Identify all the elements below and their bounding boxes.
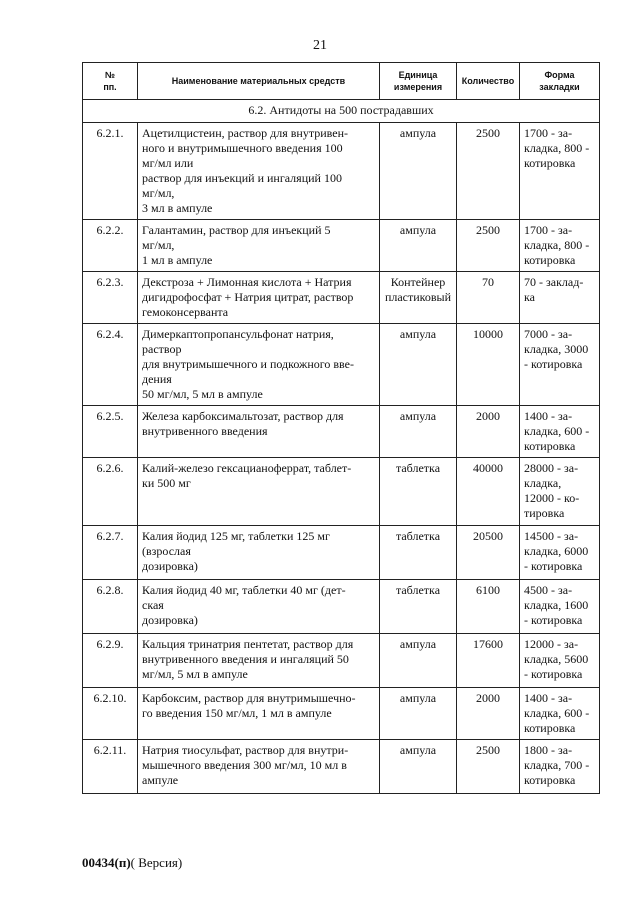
row-quantity: 20500 xyxy=(457,526,520,580)
table-row xyxy=(83,688,600,740)
table-row xyxy=(83,406,600,458)
row-number: 6.2.8. xyxy=(83,580,138,634)
header-form: Форма закладки xyxy=(520,63,600,100)
table-row xyxy=(83,220,600,272)
row-quantity: 6100 xyxy=(457,580,520,634)
header-unit: Единица измерения xyxy=(380,63,457,100)
row-quantity: 17600 xyxy=(457,634,520,688)
row-form: 14500 - за- кладка, 6000 - котировка xyxy=(520,526,600,580)
row-unit: Контейнер пластиковый xyxy=(380,272,457,324)
row-unit: ампула xyxy=(380,688,457,740)
row-unit: таблетка xyxy=(380,580,457,634)
header-qty: Количество xyxy=(457,63,520,100)
row-quantity: 2000 xyxy=(457,406,520,458)
table-row xyxy=(83,272,600,324)
row-number: 6.2.1. xyxy=(83,123,138,220)
table-row xyxy=(83,458,600,526)
row-quantity: 2000 xyxy=(457,688,520,740)
row-name: Железа карбоксимальтозат, раствор для внутривенного введения xyxy=(138,406,380,458)
row-number: 6.2.9. xyxy=(83,634,138,688)
row-name: Кальция тринатрия пентетат, раствор для внутривенного введения и ингаляций 50 мг/мл, 5 мл в ампуле xyxy=(138,634,380,688)
table-row xyxy=(83,634,600,688)
row-unit: ампула xyxy=(380,220,457,272)
row-number: 6.2.11. xyxy=(83,740,138,794)
section-title: 6.2. Антидоты на 500 пострадавших xyxy=(83,100,600,123)
row-unit: ампула xyxy=(380,634,457,688)
table-header-row xyxy=(83,63,600,100)
row-quantity: 2500 xyxy=(457,123,520,220)
row-number: 6.2.10. xyxy=(83,688,138,740)
row-name: Галантамин, раствор для инъекций 5 мг/мл, 1 мл в ампуле xyxy=(138,220,380,272)
row-number: 6.2.2. xyxy=(83,220,138,272)
row-unit: таблетка xyxy=(380,458,457,526)
row-form: 1400 - за- кладка, 600 - котировка xyxy=(520,688,600,740)
row-form: 12000 - за- кладка, 5600 - котировка xyxy=(520,634,600,688)
section-row xyxy=(83,100,600,123)
row-name: Натрия тиосульфат, раствор для внутри- мышечного введения 300 мг/мл, 10 мл в ампуле xyxy=(138,740,380,794)
row-name: Ацетилцистеин, раствор для внутривен- ного и внутримышечного введения 100 мг/мл или раствор для инъекций и ингаляций 100 мг/мл, 3 мл в ампуле xyxy=(138,123,380,220)
header-name: Наименование материальных средств xyxy=(138,63,380,100)
row-number: 6.2.6. xyxy=(83,458,138,526)
row-form: 28000 - за- кладка, 12000 - ко- тировка xyxy=(520,458,600,526)
row-quantity: 10000 xyxy=(457,324,520,406)
row-form: 1800 - за- кладка, 700 - котировка xyxy=(520,740,600,794)
row-unit: ампула xyxy=(380,740,457,794)
table-row xyxy=(83,526,600,580)
row-unit: ампула xyxy=(380,123,457,220)
row-unit: ампула xyxy=(380,324,457,406)
row-name: Калия йодид 40 мг, таблетки 40 мг (дет- ская дозировка) xyxy=(138,580,380,634)
row-form: 70 - заклад- ка xyxy=(520,272,600,324)
row-unit: ампула xyxy=(380,406,457,458)
table-row xyxy=(83,123,600,220)
row-form: 7000 - за- кладка, 3000 - котировка xyxy=(520,324,600,406)
row-quantity: 2500 xyxy=(457,220,520,272)
materials-table xyxy=(82,62,600,794)
row-number: 6.2.5. xyxy=(83,406,138,458)
row-name: Калия йодид 125 мг, таблетки 125 мг (взрослая дозировка) xyxy=(138,526,380,580)
document-version: ( Версия) xyxy=(130,855,183,870)
row-name: Димеркаптопропансульфонат натрия, раствор для внутримышечного и подкожного вве- дения 50 мг/мл, 5 мл в ампуле xyxy=(138,324,380,406)
row-unit: таблетка xyxy=(380,526,457,580)
row-number: 6.2.3. xyxy=(83,272,138,324)
table-row xyxy=(83,580,600,634)
row-form: 1700 - за- кладка, 800 - котировка xyxy=(520,123,600,220)
page-number: 21 xyxy=(313,38,327,53)
header-num: № пп. xyxy=(83,63,138,100)
document-footer xyxy=(82,855,182,871)
document-code: 00434(п) xyxy=(82,855,131,870)
table-row xyxy=(83,324,600,406)
row-name: Декстроза + Лимонная кислота + Натрия дигидрофосфат + Натрия цитрат, раствор гемоконсерванта xyxy=(138,272,380,324)
row-name: Калий-железо гексацианоферрат, таблет- ки 500 мг xyxy=(138,458,380,526)
row-quantity: 70 xyxy=(457,272,520,324)
row-form: 4500 - за- кладка, 1600 - котировка xyxy=(520,580,600,634)
row-number: 6.2.7. xyxy=(83,526,138,580)
table-row xyxy=(83,740,600,794)
row-quantity: 2500 xyxy=(457,740,520,794)
row-form: 1400 - за- кладка, 600 - котировка xyxy=(520,406,600,458)
row-form: 1700 - за- кладка, 800 - котировка xyxy=(520,220,600,272)
row-quantity: 40000 xyxy=(457,458,520,526)
table-body xyxy=(83,100,600,794)
row-name: Карбоксим, раствор для внутримышечно- го введения 150 мг/мл, 1 мл в ампуле xyxy=(138,688,380,740)
row-number: 6.2.4. xyxy=(83,324,138,406)
